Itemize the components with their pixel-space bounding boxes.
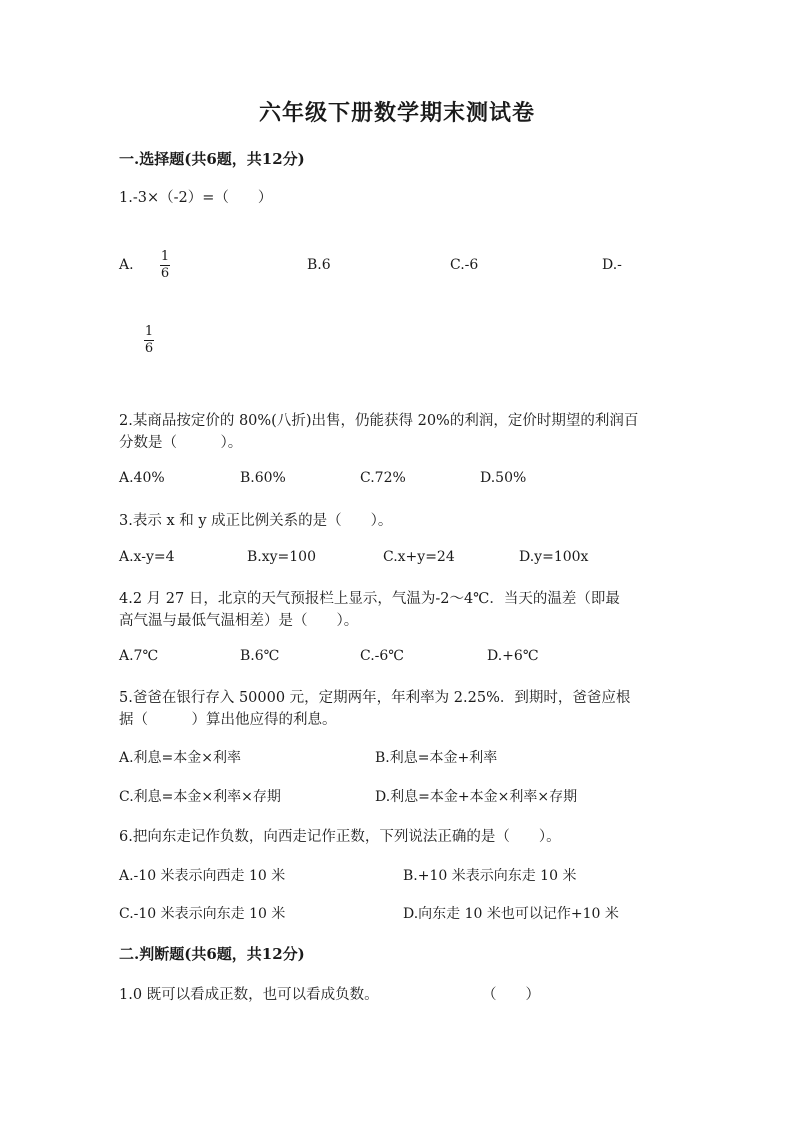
question-5-option-c: C.利息=本金×利率×存期 (119, 789, 281, 805)
question-2-option-b: B.60% (240, 470, 286, 486)
question-4-option-d: D.+6℃ (487, 648, 539, 664)
question-5-option-b: B.利息=本金+利率 (375, 750, 498, 766)
question-6-option-b: B.+10 米表示向东走 10 米 (403, 868, 577, 884)
fraction-numerator: 1 (160, 249, 170, 264)
question-1-option-b: B.6 (307, 257, 331, 273)
question-2-option-c: C.72% (360, 470, 406, 486)
question-6-option-d: D.向东走 10 米也可以记作+10 米 (403, 906, 619, 922)
question-1-text: 1.-3×（-2）=（ ） (119, 190, 273, 206)
question-1-option-d-label: D.- (602, 257, 622, 273)
fraction-denominator: 6 (144, 341, 154, 356)
question-4-text-line-1: 4.2 月 27 日，北京的天气预报栏上显示，气温为-2～4℃．当天的温差（即最 (119, 591, 620, 607)
question-3-option-a: A.x-y=4 (119, 549, 175, 565)
question-1-option-a-fraction (160, 250, 170, 281)
question-3-option-b: B.xy=100 (247, 549, 316, 565)
page-title: 六年级下册数学期末测试卷 (258, 100, 535, 126)
question-3-option-c: C.x+y=24 (383, 549, 455, 565)
question-2-option-d: D.50% (480, 470, 527, 486)
question-2-text-line-1: 2.某商品按定价的 80%(八折)出售，仍能获得 20%的利润，定价时期望的利润百 (119, 413, 639, 429)
question-4-text-line-2: 高气温与最低气温相差）是（ ）。 (119, 613, 359, 629)
question-5-text-line-1: 5.爸爸在银行存入 50000 元，定期两年，年利率为 2.25%．到期时，爸爸应根 (119, 690, 631, 706)
question-4-option-b: B.6℃ (240, 648, 280, 664)
question-4-option-a: A.7℃ (119, 648, 159, 664)
question-1-option-a-label: A. (119, 257, 134, 273)
question-1-option-d-fraction (144, 325, 154, 356)
section-heading-true-false: 二.判断题(共6题，共12分) (119, 945, 305, 963)
true-false-1-answer-blank: （ ） (482, 987, 540, 1003)
question-1-option-c: C.-6 (450, 257, 479, 273)
question-6-option-a: A.-10 米表示向西走 10 米 (119, 868, 286, 884)
question-5-text-line-2: 据（ ）算出他应得的利息。 (119, 712, 337, 728)
question-6-option-c: C.-10 米表示向东走 10 米 (119, 906, 286, 922)
question-2-text-line-2: 分数是（ ）。 (119, 435, 243, 451)
question-3-text: 3.表示 x 和 y 成正比例关系的是（ ）。 (119, 513, 393, 529)
fraction-denominator: 6 (160, 266, 170, 281)
question-3-option-d: D.y=100x (519, 549, 589, 565)
question-4-option-c: C.-6℃ (360, 648, 404, 664)
fraction-numerator: 1 (144, 324, 154, 339)
question-6-text: 6.把向东走记作负数，向西走记作正数，下列说法正确的是（ ）。 (119, 829, 561, 845)
question-5-option-a: A.利息=本金×利率 (119, 750, 242, 766)
question-5-option-d: D.利息=本金+本金×利率×存期 (375, 789, 578, 805)
question-2-option-a: A.40% (119, 470, 165, 486)
section-heading-multiple-choice: 一.选择题(共6题，共12分) (119, 150, 305, 168)
true-false-1-text: 1.0 既可以看成正数，也可以看成负数。 (119, 987, 379, 1003)
